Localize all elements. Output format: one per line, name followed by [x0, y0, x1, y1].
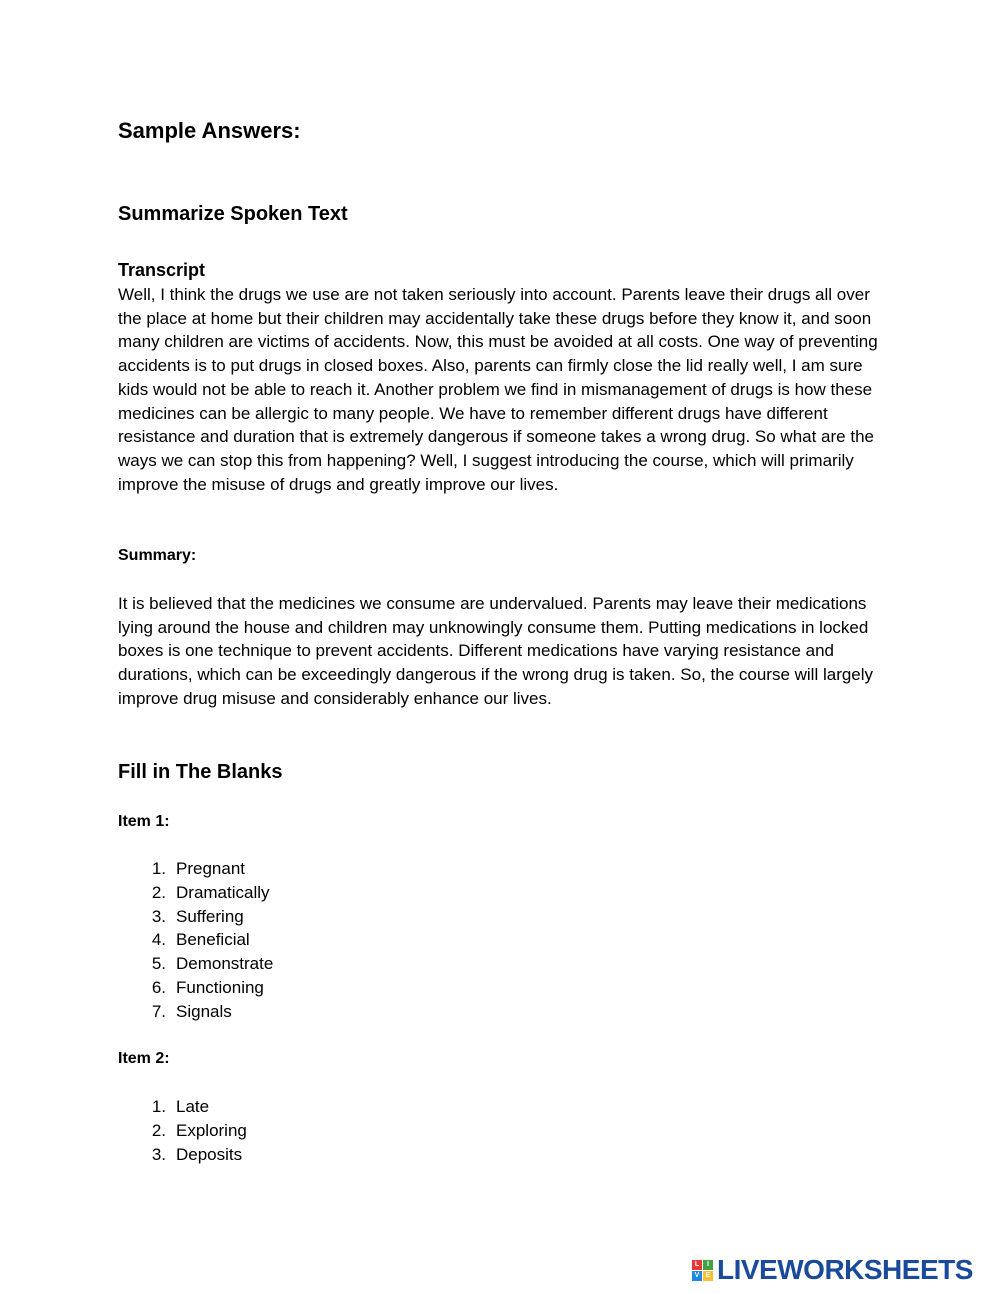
list-item: 7. Signals — [151, 1001, 232, 1021]
list-item: 6. Functioning — [151, 977, 264, 997]
list-item: 1. Pregnant — [151, 859, 245, 878]
logo-mark-cell: L — [692, 1260, 702, 1270]
item1-heading: Item 1: — [118, 813, 170, 830]
logo-text: LIVEWORKSHEETS — [717, 1254, 973, 1285]
logo-mark-icon — [692, 1260, 713, 1281]
item2-heading: Item 2: — [118, 1050, 170, 1067]
list-item: 3. Deposits — [151, 1144, 243, 1164]
logo-mark-cell: V — [692, 1271, 702, 1281]
summary-text: It is believed that the medicines we consume are undervalued. Parents may leave their medications lying around the house and children may unknowingly consume them. Putting medications in locked boxes is one technique to prevent accidents. Different medications have varying resistance and durations, which can be exceedingly dangerous if the wrong drug is taken. So, the course will largely improve drug misuse and considerably enhance our lives. — [118, 594, 874, 708]
list-item: 5. Demonstrate — [151, 954, 274, 974]
list-item: 2. Exploring — [151, 1120, 247, 1140]
section-title-summarize: Summarize Spoken Text — [118, 203, 348, 225]
liveworksheets-logo — [692, 1253, 973, 1287]
summary-heading: Summary: — [118, 547, 197, 564]
item2-answer-list — [118, 1095, 247, 1166]
list-item: 2. Dramatically — [151, 882, 270, 902]
section-title-fill-blanks: Fill in The Blanks — [118, 761, 283, 783]
transcript-heading: Transcript — [118, 260, 206, 280]
list-item: 4. Beneficial — [151, 930, 250, 950]
logo-mark-cell: E — [703, 1271, 713, 1281]
list-item: 3. Suffering — [151, 906, 244, 926]
item1-answer-list — [118, 857, 273, 1024]
transcript-text: Well, I think the drugs we use are not taken seriously into account. Parents leave their drugs all over the place at home but their children may accidentally take these drugs before they know it, and soon many children are victims of accidents. Now, this must be avoided at all costs. One way of preventing accidents is to put drugs in closed boxes. Also, parents can firmly close the lid really well, I am sure kids would not be able to reach it. Another problem we find in mismanagement of drugs is how these medicines can be allergic to many people. We have to remember different drugs have different resistance and duration that is extremely dangerous if someone takes a wrong drug. So what are the ways we can stop this from happening? Well, I suggest introducing the course, which will primarily improve the misuse of drugs and greatly improve our lives. — [118, 285, 878, 494]
logo-mark-cell: I — [703, 1260, 713, 1270]
page-title: Sample Answers: — [118, 118, 301, 143]
list-item: 1. Late — [151, 1097, 210, 1116]
